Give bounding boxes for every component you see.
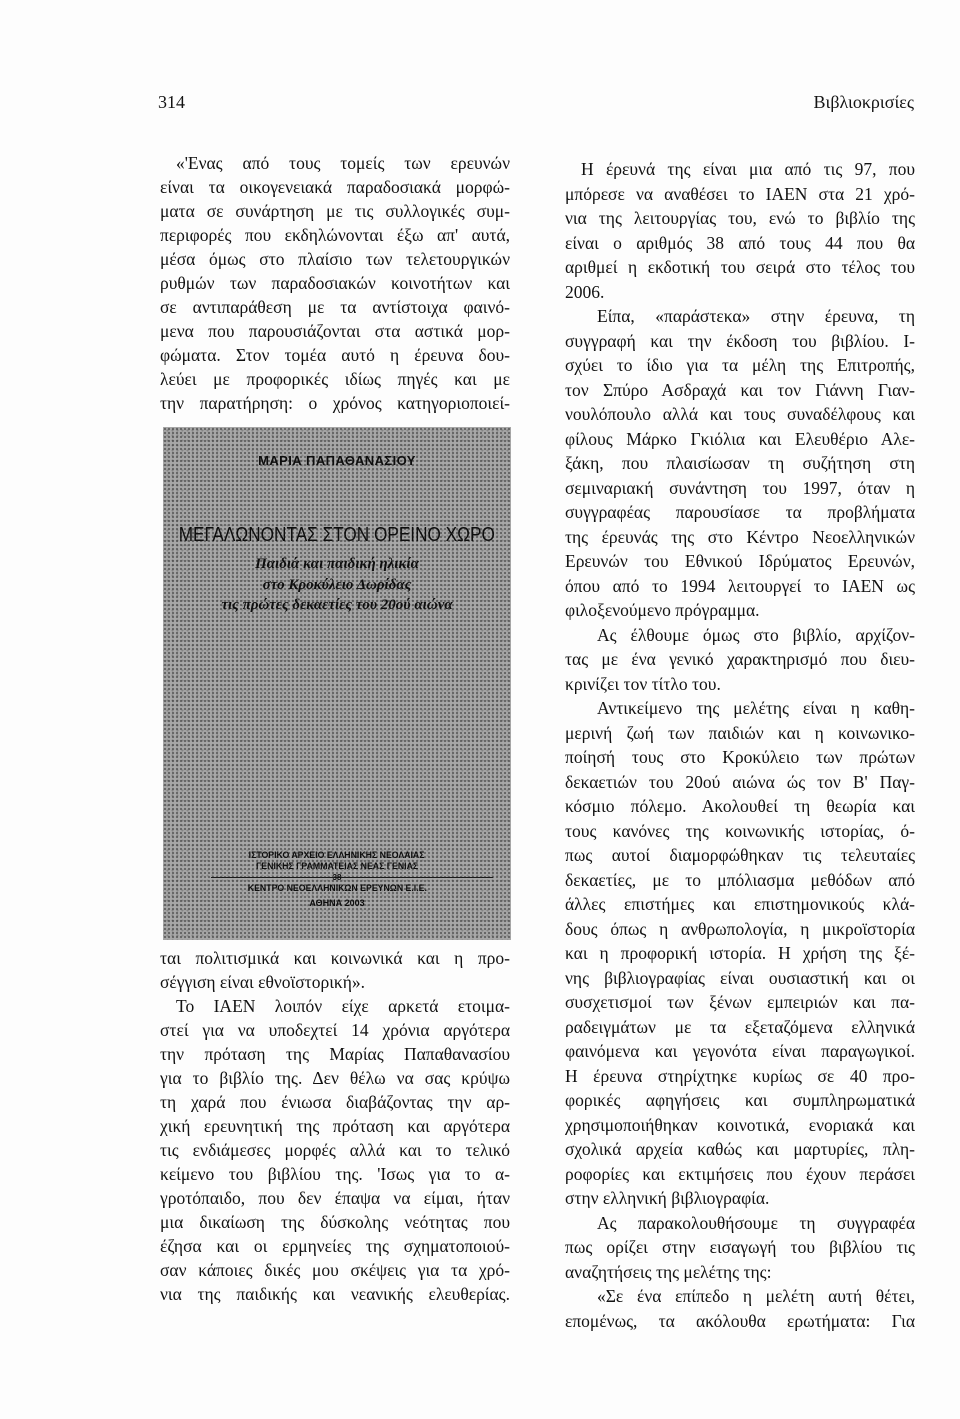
text-line: μερινή ζωή των παιδιών και η κοινωνικο- <box>565 722 915 743</box>
text-line: δεκαετίες, με το μπόλιασμα μεθόδων από <box>565 869 915 890</box>
text-line: σε αντιπαράθεση με τα αντίστοιχα φαινό- <box>160 297 510 317</box>
text-line: δεκαετιών του 20ού αιώνα ώς τον Β' Παγ- <box>565 771 915 792</box>
left-column-bottom <box>160 946 510 1306</box>
text-line: Είπα, «παράστεκα» στην έρευνα, τη <box>597 306 915 326</box>
text-line: φώματα. Στον τομέα αυτό η έρευνα δου- <box>160 345 510 365</box>
text-line: σέγγιση είναι εθνοϊστορική». <box>160 972 365 992</box>
text-line: τη χαρά που ένιωσα διαβάζοντας την αρ- <box>160 1092 510 1112</box>
text-line: λεύει με προφορικές ιδίως πηγές και με <box>160 369 510 389</box>
left-column-top <box>160 151 510 415</box>
text-line: ται πολιτισμικά και κοινωνικά και η προ- <box>160 948 510 968</box>
cover-publisher-line: ΚΕΝΤΡΟ ΝΕΟΕΛΛΗΝΙΚΩΝ ΕΡΕΥΝΩΝ Ε.Ι.Ε. <box>247 883 427 894</box>
text-line: φιλοξενούμενο πρόγραμμα. <box>565 600 760 620</box>
text-line: αναζητήσεις της μελέτης της: <box>565 1261 772 1282</box>
text-line: φορικές αφηγήσεις και συμπληρωματικά <box>565 1090 915 1110</box>
text-line: ροφορίες και εκτιμήσεις που έχουν περάσει <box>565 1163 915 1184</box>
text-line: Η έρευνα στηρίχτηκε κυρίως σε 40 προ- <box>565 1065 915 1086</box>
cover-title: ΜΕΓΑΛΩΝΟΝΤΑΣ ΣΤΟΝ ΟΡΕΙΝΟ ΧΩΡΟ <box>178 524 496 546</box>
text-line: τας με ένα γενικό χαρακτηρισμό που διευ- <box>565 649 915 669</box>
text-line: δους όπως η ανθρωπολογία, η μικροϊστορία <box>565 918 915 939</box>
text-line: σαν κάποιες δικές μου σκέψεις για τα χρό- <box>160 1260 510 1280</box>
text-line: κείμενο του βιβλίου της. 'Ισως για το α- <box>160 1164 510 1184</box>
text-line: ματα σε συνάρτηση με τις συλλογικές συμ- <box>160 201 510 221</box>
text-line: είναι ο αριθμός 38 από τους 44 που θα <box>565 232 915 253</box>
cover-place-year: ΑΘΗΝΑ 2003 <box>309 898 365 908</box>
cover-publisher-line: ΓΕΝΙΚΗΣ ΓΡΑΜΜΑΤΕΙΑΣ ΝΕΑΣ ΓΕΝΙΑΣ <box>255 861 419 872</box>
text-line: τον Σπύρο Ασδραχά και τον Γιάννη Γιαν- <box>565 379 915 400</box>
text-line: 2006. <box>565 281 605 302</box>
cover-subtitle-line: στο Κροκύλειο Δωρίδας <box>262 577 412 593</box>
book-cover-image <box>163 427 511 940</box>
text-line: στεί για να υποδεχτεί 14 χρόνια αργότερα <box>160 1020 510 1040</box>
text-line: μενα που παρουσιάζονται στα αστικά μορ- <box>160 321 510 341</box>
cover-subtitle-line: τις πρώτες δεκαετίες του 20ού αιώνα <box>221 597 453 613</box>
text-line: σχολικά αρχεία καθώς και μαρτυρίες, πλη- <box>565 1139 915 1159</box>
cover-subtitle-line: Παιδιά και παιδική ηλικία <box>255 556 419 572</box>
cover-publisher-line: ΙΣΤΟΡΙΚΟ ΑΡΧΕΙΟ ΕΛΛΗΝΙΚΗΣ ΝΕΟΛΑΙΑΣ <box>249 850 425 861</box>
text-line: Ερευνών του Εθνικού Ιδρύματος Ερευνών, <box>565 551 915 571</box>
text-line: της έρευνάς της στο Κέντρο Νεοελληνικών <box>565 526 915 547</box>
text-line: Ας παρακολουθήσουμε τη συγγραφέα <box>597 1212 915 1233</box>
text-line: ποίησή τους στο Κροκύλειο των πρώτων <box>565 747 915 767</box>
text-line: για το βιβλίο της. Δεν θέλω να σας κρύψω <box>160 1068 510 1088</box>
section-title: Βιβλιοκρισίες <box>813 92 914 112</box>
text-line: Το ΙΑΕΝ λοιπόν είχε αρκετά ετοιμα- <box>176 996 510 1016</box>
text-line: την παρατήρηση: ο χρόνος κατηγοριοποιεί- <box>160 393 510 413</box>
text-line: είναι τα οικογενειακά παραδοσιακά μορφώ- <box>160 177 510 197</box>
text-line: όπου από το 1994 λειτουργεί το ΙΑΕΝ ως <box>565 575 915 596</box>
text-line: νης βιβλιογραφίας είναι ουσιαστική και οι <box>565 967 915 988</box>
text-line: κρινίζει τον τίτλο του. <box>565 673 721 694</box>
text-line: χική ερευνητική της πρόταση και αργότερα <box>160 1116 510 1136</box>
text-line: τις ενδιάμεσες μορφές αλλά και το τελικό <box>160 1140 510 1160</box>
text-line: πως αυτοί διαμορφώθηκαν τις τελευταίες <box>565 845 915 865</box>
text-line: Αντικείμενο της μελέτης είναι η καθη- <box>597 698 915 718</box>
text-line: γροτόπαιδο, που δεν έπαψα να είμαι, ήταν <box>160 1188 510 1208</box>
text-line: νουλόπουλο αλλά και τους συναδέλφους και <box>565 404 915 424</box>
text-line: νια της λειτουργίας του, ενώ το βιβλίο της <box>565 208 915 228</box>
text-line: «Σε ένα επίπεδο η μελέτη αυτή θέτει, <box>597 1286 915 1306</box>
text-line: συσχετισμοί των ξένων εμπειριών και πα- <box>565 992 915 1012</box>
text-line: μέσα όμως στο πλαίσιο των τελετουργικών <box>160 249 510 269</box>
text-line: στην ελληνική βιβλιογραφία. <box>565 1188 770 1208</box>
text-line: έζησα και οι ερμηνείες της σχηματοποιού- <box>160 1236 510 1256</box>
text-line: σχύει το ίδιο για τα μέλη της Επιτροπής, <box>565 355 915 375</box>
text-line: συγγραφέας παρουσίασε τα προβλήματα <box>565 502 915 522</box>
text-line: συγγραφή και την έκδοση του βιβλίου. Ι- <box>565 330 915 351</box>
text-line: περιφορές που εκδηλώνονται έξω απ' αυτά, <box>160 225 510 245</box>
text-line: άλλες επιστήμες και επιστημονικούς κλά- <box>565 894 915 914</box>
page-number: 314 <box>158 92 185 112</box>
text-line: Ας έλθουμε όμως στο βιβλίο, αρχίζον- <box>597 624 915 645</box>
text-line: ρυθμών των παραδοσιακών κοινοτήτων και <box>160 273 510 293</box>
text-line: πως ορίζει στην εισαγωγή του βιβλίου τις <box>565 1237 915 1257</box>
text-line: και η προφορική ιστορία. Η χρήση της ξέ- <box>565 943 915 963</box>
text-line: νια της παιδικής και νεανικής ελευθερίας. <box>160 1284 510 1304</box>
text-line: χρησιμοποιήθηκαν κοινοτικά, ενοριακά και <box>565 1114 915 1135</box>
text-line: κόσμιο πόλεμο. Ακολουθεί τη θεωρία και <box>565 796 915 816</box>
text-line: αριθμεί η εκδοτική του σειρά στο τέλος του <box>565 257 915 277</box>
text-line: τους κανόνες της κοινωνικής ιστορίας, ό- <box>565 820 915 841</box>
text-line: «'Ενας από τους τομείς των ερευνών <box>176 153 510 173</box>
text-line: την πρόταση της Μαρίας Παπαθανασίου <box>160 1044 510 1064</box>
text-line: μια δικαίωση της δύσκολης νεότητας που <box>160 1212 510 1232</box>
text-line: Η έρευνά της είναι μια από τις 97, που <box>581 159 915 179</box>
running-head <box>158 90 914 114</box>
text-line: φίλους Μάρκο Γκιόλια και Ελευθέριο Αλε- <box>565 428 915 449</box>
cover-series-number: 38 <box>332 873 342 882</box>
cover-author: ΜΑΡΙΑ ΠΑΠΑΘΑΝΑΣΙΟΥ <box>258 453 416 468</box>
text-line: ραδειγμάτων με τα εξεταζόμενα ελληνικά <box>565 1016 915 1037</box>
text-line: επομένως, τα ακόλουθα ερωτήματα: Για <box>565 1310 915 1331</box>
text-line: σεμιναριακή συνάντηση του 1997, όταν η <box>565 477 915 498</box>
right-column <box>565 157 915 1333</box>
text-line: ξάκη, που πλαισίωσαν τη συζήτηση στη <box>565 453 915 473</box>
text-line: μπόρεσε να αναθέσει το ΙΑΕΝ στα 21 χρό- <box>565 183 915 204</box>
text-line: φαινόμενα και γεγονότα είναι παραγωγικοί. <box>565 1041 915 1061</box>
